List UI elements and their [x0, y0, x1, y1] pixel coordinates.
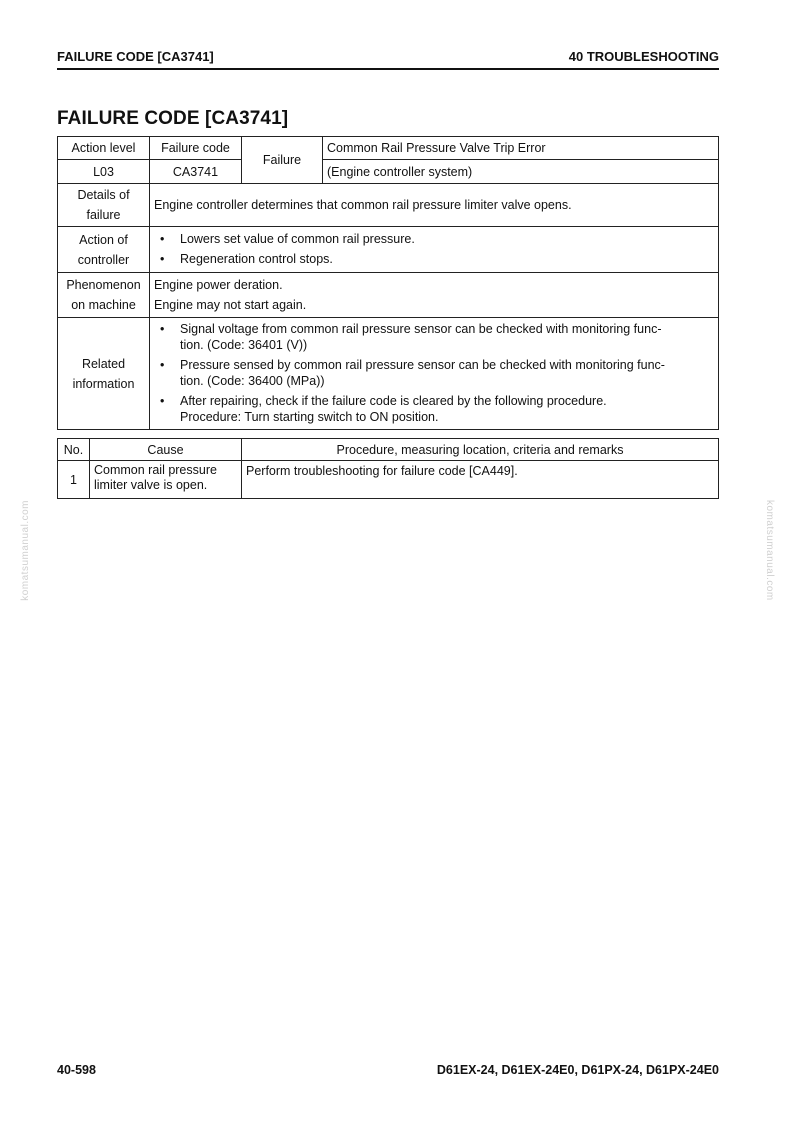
- related-info-label: Related information: [58, 318, 150, 430]
- action-level-header: Action level: [58, 137, 150, 160]
- failure-code-table: [57, 136, 719, 430]
- page-title: FAILURE CODE [CA3741]: [57, 108, 289, 129]
- failure-label: Failure: [242, 137, 323, 184]
- action-level-value: L03: [58, 160, 150, 184]
- failure-code-header: Failure code: [150, 137, 242, 160]
- failure-code-value: CA3741: [150, 160, 242, 184]
- controller-actions: [150, 227, 719, 273]
- page-header: [57, 49, 719, 67]
- procedure-header: Procedure, measuring location, criteria and remarks: [242, 439, 719, 461]
- cause-header: Cause: [90, 439, 242, 461]
- phenomena: [150, 273, 719, 318]
- phenomenon-label: Phenomenon on machine: [58, 273, 150, 318]
- model-list: D61EX-24, D61EX-24E0, D61PX-24, D61PX-24E0: [436, 1063, 719, 1077]
- header-rule: [57, 68, 719, 70]
- no-header: No.: [58, 439, 90, 461]
- header-right: 40 TROUBLESHOOTING: [568, 49, 719, 64]
- row-no: 1: [58, 461, 90, 499]
- details-label: Details of failure: [58, 184, 150, 227]
- list-item: • Lowers set value of common rail pressure.: [160, 232, 415, 246]
- list-item: • Signal voltage from common rail pressure sensor can be checked with monitoring func- tion. (Code: 36401 (V)): [160, 321, 662, 352]
- watermark-left: komatsumanual.com: [20, 500, 31, 601]
- row-procedure: Perform troubleshooting for failure code [CA449].: [242, 461, 719, 499]
- page-number: 40-598: [57, 1063, 96, 1077]
- list-item: • Pressure sensed by common rail pressure sensor can be checked with monitoring func- tion. (Code: 36400 (MPa)): [160, 357, 665, 388]
- related-info: [150, 318, 719, 430]
- watermark-right: komatsumanual.com: [764, 500, 775, 601]
- failure-name: Common Rail Pressure Valve Trip Error: [323, 137, 719, 160]
- cause-table: [57, 438, 719, 499]
- list-item: • Regeneration control stops.: [160, 252, 333, 266]
- header-left: FAILURE CODE [CA3741]: [57, 49, 214, 64]
- list-item: Engine may not start again.: [154, 298, 307, 312]
- action-of-controller-label: Action of controller: [58, 227, 150, 273]
- failure-system: (Engine controller system): [323, 160, 719, 184]
- list-item: Engine power deration.: [154, 278, 283, 292]
- table-row: [58, 461, 719, 499]
- details-text: Engine controller determines that common rail pressure limiter valve opens.: [150, 184, 719, 227]
- list-item: • After repairing, check if the failure code is cleared by the following procedure. Procedure: Turn starting switch to ON position.: [160, 393, 607, 424]
- row-cause: Common rail pressure limiter valve is open.: [90, 461, 242, 499]
